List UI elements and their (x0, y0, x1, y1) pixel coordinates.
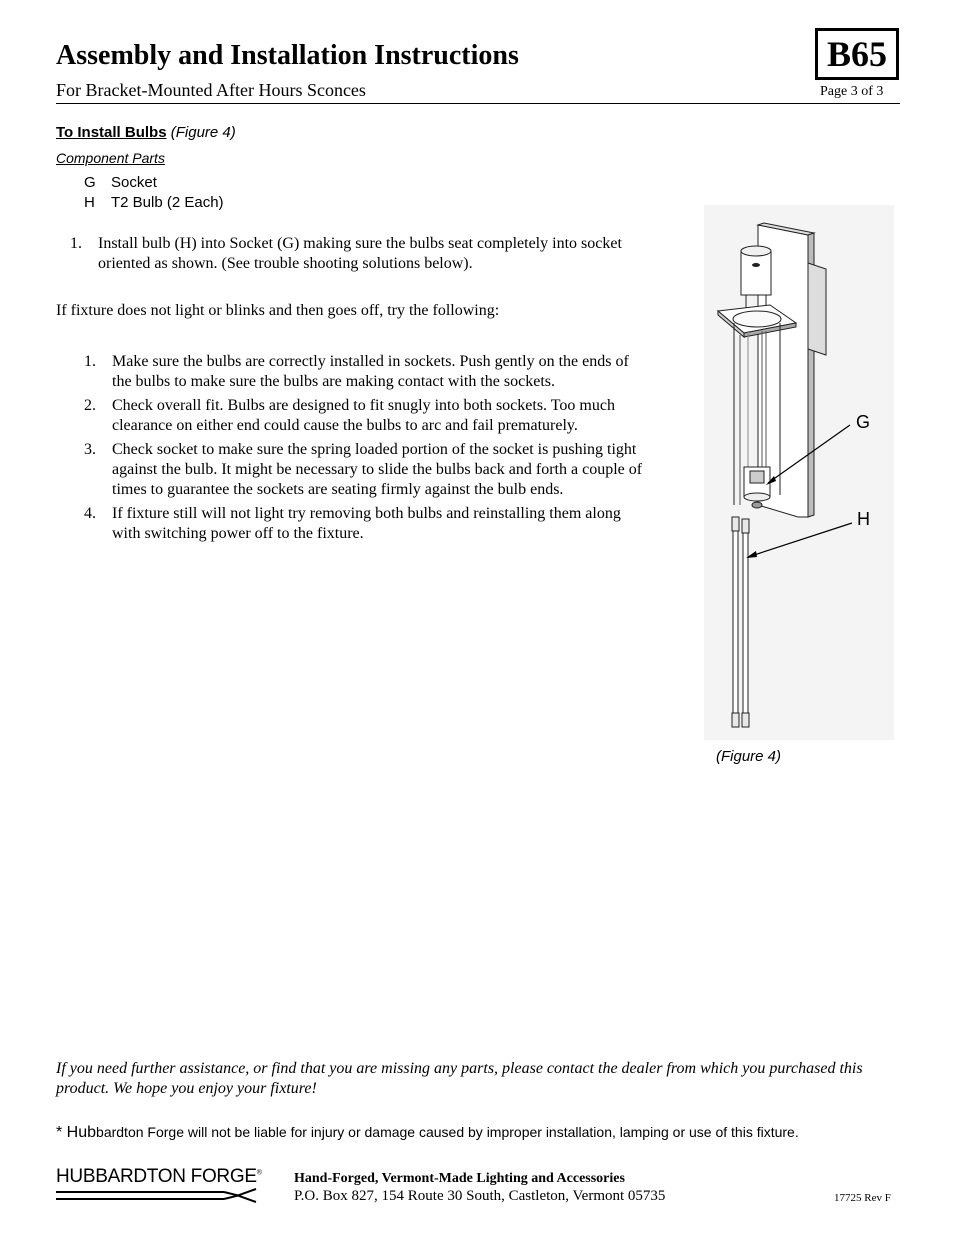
company-address: P.O. Box 827, 154 Route 30 South, Castleton, Vermont 05735 (294, 1188, 666, 1204)
step-number: 4. (84, 505, 96, 522)
disclaimer-text: bardton Forge will not be liable for injury or damage caused by improper installation, lamping or use of this fixture. (96, 1124, 799, 1140)
callout-label-h: H (857, 509, 870, 529)
disclaimer-asterisk: * (56, 1124, 67, 1141)
tongs-icon (56, 1188, 261, 1204)
registered-mark: ® (256, 1169, 262, 1177)
step-number: 2. (84, 397, 96, 414)
callout-label-g: G (856, 412, 871, 432)
header-divider (56, 103, 900, 104)
step-line: Install bulb (H) into Socket (G) making sure the bulbs seat completely into socket (98, 235, 622, 252)
step-line: Make sure the bulbs are correctly installed in sockets. Push gently on the ends of (112, 353, 629, 370)
section-heading (56, 124, 236, 141)
model-code-badge: B65 (815, 28, 899, 80)
component-parts-heading: Component Parts (56, 150, 165, 166)
troubleshoot-intro: If fixture does not light or blinks and then goes off, try the following: (56, 302, 500, 319)
document-subtitle: For Bracket-Mounted After Hours Sconces (56, 80, 366, 100)
step-number: 1. (84, 353, 96, 370)
step-number: 1. (70, 235, 82, 252)
step-line: Check overall fit. Bulbs are designed to fit snugly into both sockets. Too much (112, 397, 615, 414)
company-tagline: Hand-Forged, Vermont-Made Lighting and Accessories (294, 1171, 625, 1186)
part-name: T2 Bulb (2 Each) (111, 194, 224, 211)
step-line: oriented as shown. (See trouble shooting solutions below). (98, 255, 473, 272)
disclaimer-lead: Hub (66, 1124, 97, 1141)
step-line: the bulbs to make sure the bulbs are making contact with the sockets. (112, 373, 555, 390)
document-title: Assembly and Installation Instructions (56, 40, 519, 71)
hubbardton-forge-logo (56, 1166, 266, 1210)
section-figure-ref: (Figure 4) (170, 124, 236, 141)
sconce-bulb-diagram (700, 205, 900, 740)
bulb-h (733, 517, 738, 727)
part-name: Socket (111, 174, 157, 191)
logo-wordmark (56, 1166, 262, 1188)
part-letter: G (84, 174, 96, 191)
top-cap (741, 251, 771, 295)
section-title: To Install Bulbs (56, 124, 167, 141)
step-line: with switching power off to the fixture. (112, 525, 364, 542)
liability-disclaimer (56, 1124, 799, 1142)
assistance-note: If you need further assistance, or find that you are missing any parts, please contact the dealer from which you purchased this product. We hope you enjoy your fixture! (56, 1060, 863, 1097)
step-line: against the bulb. It might be necessary to slide the bulbs back and forth a couple of (112, 461, 643, 478)
part-letter: H (84, 194, 95, 211)
mounting-bracket (808, 263, 826, 355)
step-number: 3. (84, 441, 96, 458)
step-line: clearance on either end could cause the bulbs to arc and fail prematurely. (112, 417, 578, 434)
bulb-h (743, 519, 748, 727)
step-line: Check socket to make sure the spring loaded portion of the socket is pushing tight (112, 441, 637, 458)
step-line: If fixture still will not light try removing both bulbs and reinstalling them along (112, 505, 621, 522)
logo-text: HUBBARDTON FORGE (56, 1166, 257, 1187)
page-number: Page 3 of 3 (820, 84, 884, 99)
figure-caption: (Figure 4) (716, 748, 782, 765)
step-line: times to guarantee the sockets are seating firmly against the bulb ends. (112, 481, 564, 498)
document-number: 17725 Rev F (834, 1192, 891, 1204)
